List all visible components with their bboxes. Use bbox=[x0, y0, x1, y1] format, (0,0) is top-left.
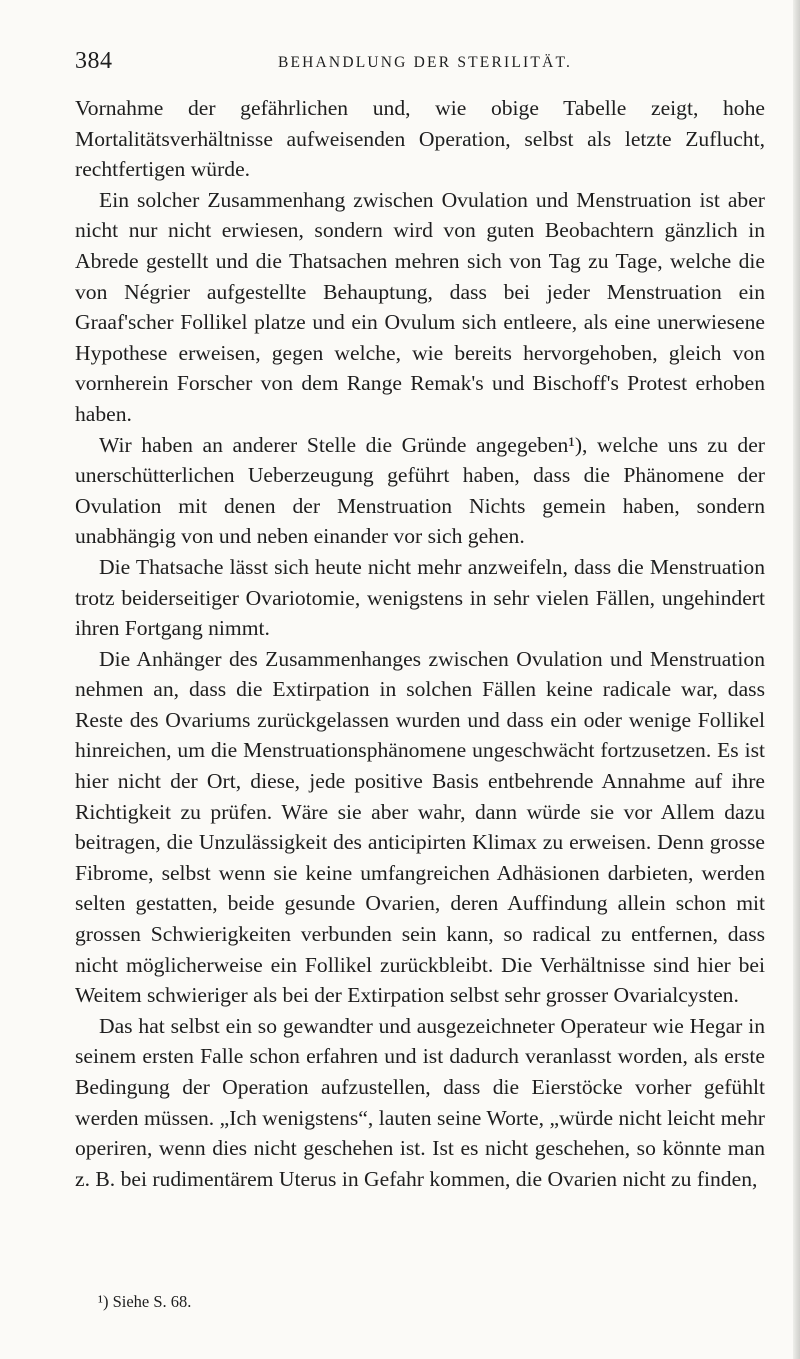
paragraph: Wir haben an anderer Stelle die Gründe angegeben¹), welche uns zu der unerschütterlichen Ueberzeugung geführt haben, dass die Phänomene der Ovulation mit denen der Menstruation Nichts gemein haben, sondern unabhängig von und neben einander vor sich gehen. bbox=[75, 432, 765, 549]
page-header bbox=[75, 48, 775, 78]
footnote: ¹) Siehe S. 68. bbox=[98, 1292, 192, 1311]
paragraph: Die Thatsache lässt sich heute nicht mehr anzweifeln, dass die Menstruation trotz beiderseitiger Ovariotomie, wenigstens in sehr vielen Fällen, ungehindert ihren Fortgang nimmt. bbox=[75, 554, 765, 641]
paragraph: Die Anhänger des Zusammenhanges zwischen Ovulation und Menstruation nehmen an, dass die Extirpation in solchen Fällen keine radicale war, dass Reste des Ovariums zurückgelassen wurden und dass ein oder wenige Follikel hinreichen, um die Menstruationsphänomene ungeschwächt fortzusetzen. Es ist hier nicht der Ort, diese, jede positive Basis entbehrende Annahme auf ihre Richtigkeit zu prüfen. Wäre sie aber wahr, dann würde sie vor Allem dazu beitragen, die Unzulässigkeit des anticipirten Klimax zu erweisen. Denn grosse Fibrome, selbst wenn sie keine umfangreichen Adhäsionen darbieten, werden selten gestatten, beide gesunde Ovarien, deren Auffindung allein schon mit grossen Schwierigkeiten verbunden sein kann, so radical zu entfernen, dass nicht möglicherweise ein Follikel zurückbleibt. Die Verhältnisse sind hier bei Weitem schwieriger als bei der Extirpation selbst sehr grosser Ovarialcysten. bbox=[75, 646, 765, 1008]
paragraph: Das hat selbst ein so gewandter und ausgezeichneter Operateur wie Hegar in seinem ersten Falle schon erfahren und ist dadurch veranlasst worden, als erste Bedingung der Operation aufzustellen, dass die Eierstöcke vorher gefühlt werden müssen. „Ich wenigstens“, lauten seine Worte, „würde nicht leicht mehr operiren, wenn dies nicht geschehen ist. Ist es nicht geschehen, so könnte man z. B. bei rudimentärem Uterus in Gefahr kommen, die Ovarien nicht zu finden, bbox=[75, 1013, 765, 1191]
paragraph: Vornahme der gefährlichen und, wie obige Tabelle zeigt, hohe Mortalitätsverhältnisse aufweisenden Operation, selbst als letzte Zuflucht, rechtfertigen würde. bbox=[75, 96, 765, 182]
running-head: BEHANDLUNG DER STERILITÄT. bbox=[277, 54, 573, 71]
paragraph: Ein solcher Zusammenhang zwischen Ovulation und Menstruation ist aber nicht nur nicht erwiesen, sondern wird von guten Beobachtern gänzlich in Abrede gestellt und die Thatsachen mehren sich von Tag zu Tage, welche die von Négrier aufgestellte Behauptung, dass bei jeder Menstruation ein Graaf'scher Follikel platze und ein Ovulum sich entleere, als eine unerwiesene Hypothese erweisen, gegen welche, wie bereits hervorgehoben, gleich von vornherein Forscher von dem Range Remak's und Bischoff's Protest erhoben haben. bbox=[75, 187, 765, 426]
page-number: 384 bbox=[75, 48, 113, 74]
page-edge bbox=[793, 0, 800, 1359]
body-text bbox=[75, 93, 765, 1194]
